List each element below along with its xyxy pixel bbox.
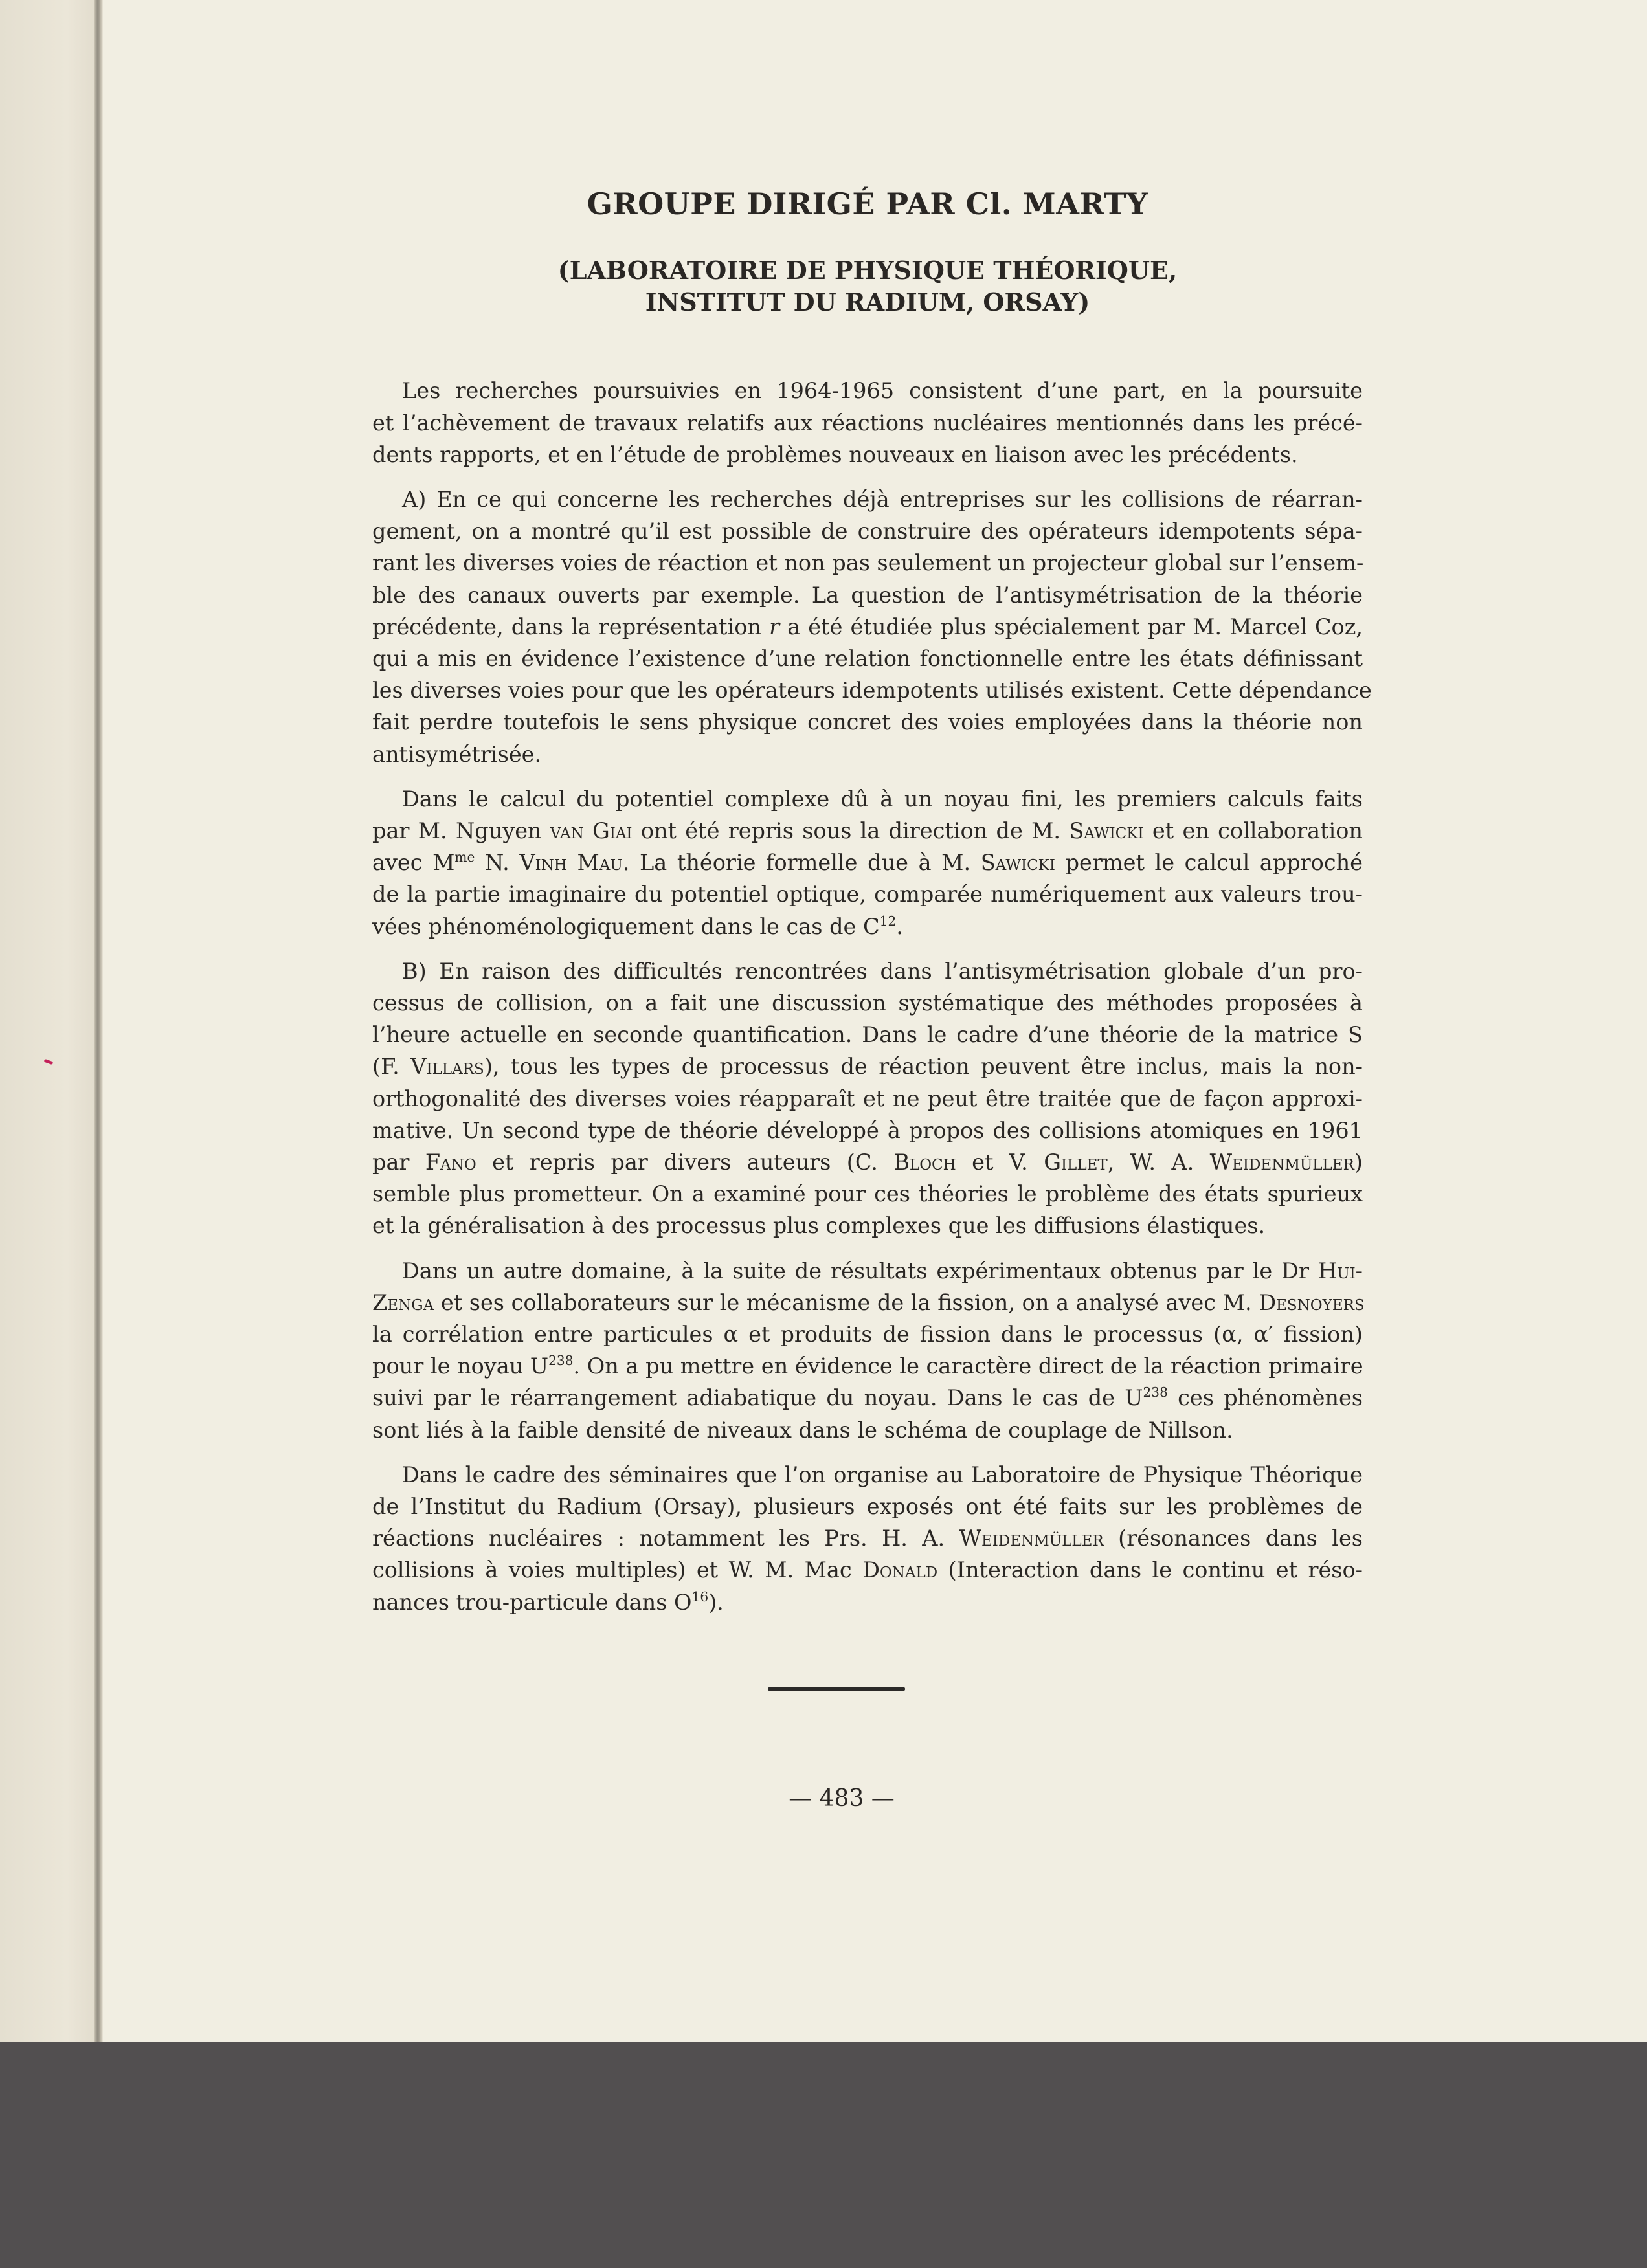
text-line: Dans le calcul du potentiel complexe dû à un noyau fini, les premiers calculs faits [402, 786, 1363, 812]
text-line: orthogonalité des diverses voies réapparaît et ne peut être traitée que de façon approxi- [372, 1085, 1363, 1111]
text-line: de la partie imaginaire du potentiel optique, comparée numériquement aux valeurs trou- [372, 882, 1363, 907]
text-line: et l’achèvement de travaux relatifs aux réactions nucléaires mentionnés dans les précé- [372, 410, 1363, 436]
text-line: nances trou-particule dans $O^{16}$). [372, 1588, 724, 1615]
text-line: pour le noyau $U^{238}$. On a pu mettre en évidence le caractère direct de la réaction primaire [372, 1353, 1363, 1379]
text-line: semble plus prometteur. On a examiné pour ces théories le problème des états spurieux [372, 1181, 1363, 1207]
text-line: qui a mis en évidence l’existence d’une relation fonctionnelle entre les états définissant [372, 646, 1363, 671]
text-line: rant les diverses voies de réaction et non pas seulement un projecteur global sur l’ensem- [372, 550, 1364, 576]
text-line: A) En ce qui concerne les recherches déjà entreprises sur les collisions de réarran- [402, 486, 1363, 512]
paragraph-section-b [372, 955, 1363, 1242]
paragraph-fission [372, 1255, 1363, 1446]
text-line: suivi par le réarrangement adiabatique du noyau. Dans le cas de $U^{238}$ ces phénomènes [372, 1384, 1363, 1411]
text-line: collisions à voies multiples) et W. M. Mac Donald (Interaction dans le continu et réso- [372, 1557, 1363, 1583]
subtitle-line: INSTITUT DU RADIUM, ORSAY) [645, 287, 1090, 317]
page-number: — 483 — [789, 1785, 895, 1812]
book-gutter [94, 0, 103, 2042]
closing-rule [768, 1687, 905, 1691]
text-line: de l’Institut du Radium (Orsay), plusieurs exposés ont été faits sur les problèmes de [372, 1494, 1363, 1520]
page-subtitle [372, 254, 1363, 318]
paragraph-intro [372, 375, 1363, 471]
text-line: Dans un autre domaine, à la suite de résultats expérimentaux obtenus par le Dr Hui- [402, 1258, 1363, 1284]
text-line: par M. Nguyen van Giai ont été repris sous la direction de M. Sawicki et en collaboration [372, 818, 1363, 844]
text-line: B) En raison des difficultés rencontrées dans l’antisymétrisation globale d’un pro- [402, 958, 1363, 984]
text-line: et la généralisation à des processus plus complexes que les diffusions élastiques. [372, 1213, 1266, 1239]
page-title: GROUPE DIRIGÉ PAR Cl. MARTY [587, 186, 1148, 221]
facing-page-edge [0, 0, 96, 2042]
text-line: précédente, dans la représentation r a été étudiée plus spécialement par M. Marcel Coz, [372, 614, 1363, 639]
subtitle-line: (LABORATOIRE DE PHYSIQUE THÉORIQUE, [557, 255, 1178, 285]
text-line: fait perdre toutefois le sens physique concret des voies employées dans la théorie non [372, 709, 1363, 735]
text-line: dents rapports, et en l’étude de problèmes nouveaux en liaison avec les précédents. [372, 441, 1298, 467]
text-line: les diverses voies pour que les opérateurs idempotents utilisés existent. Cette dépendance [372, 678, 1372, 704]
text-line: Zenga et ses collaborateurs sur le mécanisme de la fission, on a analysé avec M. Desnoyers [372, 1289, 1365, 1315]
text-line: vées phénoménologiquement dans le cas de $C^{12}$. [372, 913, 903, 939]
text-line: (F. Villars), tous les types de processus de réaction peuvent être inclus, mais la non- [372, 1054, 1363, 1080]
text-line: gement, on a montré qu’il est possible de construire des opérateurs idempotents sépa- [372, 518, 1363, 544]
text-line: sont liés à la faible densité de niveaux dans le schéma de couplage de Nillson. [372, 1417, 1233, 1443]
text-line: mative. Un second type de théorie développé à propos des collisions atomiques en 1961 [372, 1117, 1363, 1143]
text-line: l’heure actuelle en seconde quantification. Dans le cadre d’une théorie de la matrice S [372, 1022, 1363, 1048]
text-line: la corrélation entre particules α et produits de fission dans le processus (α, α′ fission) [372, 1322, 1363, 1348]
body-text [372, 375, 1372, 1618]
text-line: antisymétrisée. [372, 741, 542, 767]
text-line: réactions nucléaires : notamment les Prs. H. A. Weidenmüller (résonances dans les [372, 1526, 1363, 1551]
text-line: cessus de collision, on a fait une discussion systématique des méthodes proposées à [372, 990, 1363, 1016]
paragraph-potentiel [372, 783, 1363, 942]
scanner-background [0, 2042, 1647, 2268]
paragraph-seminaires [372, 1459, 1363, 1618]
page-content [372, 186, 1372, 1631]
text-line: ble des canaux ouverts par exemple. La question de l’antisymétrisation de la théorie [372, 582, 1363, 608]
paragraph-section-a [372, 484, 1372, 770]
text-line: par Fano et repris par divers auteurs (C. Bloch et V. Gillet, W. A. Weidenmüller) [372, 1150, 1363, 1175]
text-line: avec $M^{me}$ N. Vinh Mau. La théorie formelle due à M. Sawicki permet le calcul approché [372, 849, 1363, 876]
text-line: Dans le cadre des séminaires que l’on organise au Laboratoire de Physique Théorique [402, 1462, 1363, 1487]
text-line: Les recherches poursuivies en 1964-1965 consistent d’une part, en la poursuite [402, 378, 1363, 404]
